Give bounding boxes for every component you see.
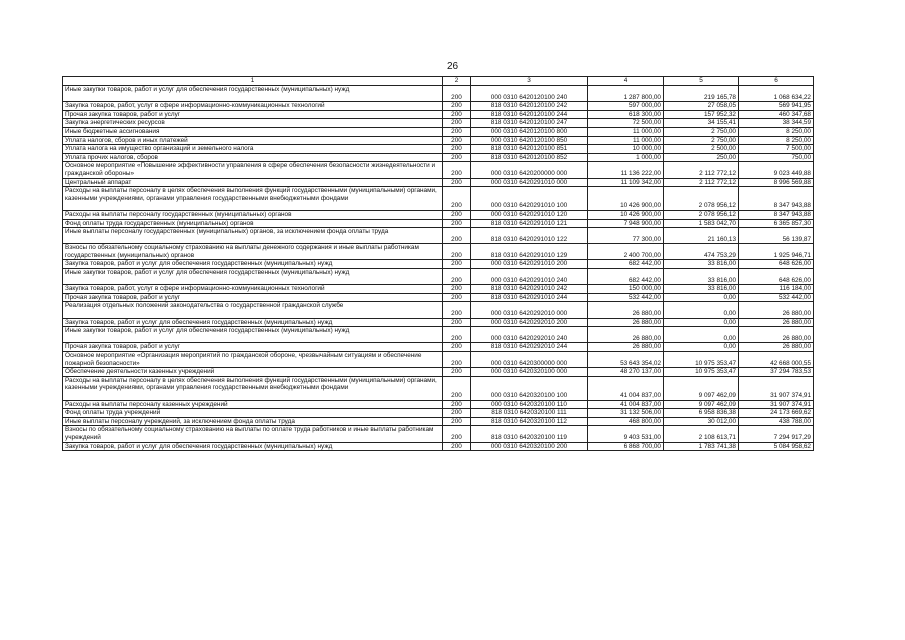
- table-row: [63, 244, 814, 260]
- row-col6-cell: 26 880,00: [739, 343, 814, 352]
- row-kbk-cell: 818 0310 6420292010 244: [471, 343, 588, 352]
- row-col4-cell: 11 000,00: [588, 136, 664, 145]
- table-row: [63, 285, 814, 294]
- row-col6-cell: 24 173 669,62: [739, 409, 814, 418]
- row-col6-cell: 56 139,87: [739, 228, 814, 244]
- table-row: [63, 102, 814, 111]
- row-col5-cell: 10 975 353,47: [664, 368, 739, 377]
- row-col4-cell: 1 000,00: [588, 153, 664, 162]
- row-code-cell: 200: [443, 228, 471, 244]
- row-name-cell: Закупка товаров, работ, услуг в сфере информационно-коммуникационных технологий: [63, 102, 443, 111]
- row-kbk-cell: 818 0310 6420120100 852: [471, 153, 588, 162]
- row-col6-cell: 8 347 943,88: [739, 187, 814, 211]
- row-col5-cell: 33 816,00: [664, 260, 739, 269]
- row-kbk-cell: 000 0310 6420292010 240: [471, 327, 588, 343]
- row-col4-cell: 532 442,00: [588, 293, 664, 302]
- row-col4-cell: 26 880,00: [588, 327, 664, 343]
- header-col-3: 3: [471, 77, 588, 86]
- row-name-cell: Закупка товаров, работ, услуг в сфере информационно-коммуникационных технологий: [63, 285, 443, 294]
- row-col4-cell: 150 000,00: [588, 285, 664, 294]
- row-col5-cell: 33 816,00: [664, 269, 739, 285]
- row-code-cell: 200: [443, 400, 471, 409]
- table-row: [63, 293, 814, 302]
- row-col4-cell: 72 500,00: [588, 119, 664, 128]
- row-col5-cell: 2 750,00: [664, 127, 739, 136]
- row-col4-cell: 10 426 900,00: [588, 210, 664, 219]
- row-col5-cell: 34 155,41: [664, 119, 739, 128]
- row-name-cell: Расходы на выплаты персоналу в целях обеспечения выполнения функций государственными (муниципальными) органами, казенными учреждениями, органами управления государственными внебюджетными фондами: [63, 187, 443, 211]
- row-code-cell: 200: [443, 318, 471, 327]
- row-code-cell: 200: [443, 86, 471, 102]
- row-col4-cell: 53 643 354,02: [588, 352, 664, 368]
- row-col6-cell: 6 365 857,30: [739, 219, 814, 228]
- row-code-cell: 200: [443, 210, 471, 219]
- row-col5-cell: 33 816,00: [664, 285, 739, 294]
- row-col5-cell: 250,00: [664, 153, 739, 162]
- row-kbk-cell: 000 0310 6420200000 000: [471, 162, 588, 178]
- row-kbk-cell: 000 0310 6420291010 240: [471, 269, 588, 285]
- row-code-cell: 200: [443, 260, 471, 269]
- row-code-cell: 200: [443, 368, 471, 377]
- row-code-cell: 200: [443, 136, 471, 145]
- row-col6-cell: 569 941,95: [739, 102, 814, 111]
- table-row: [63, 376, 814, 400]
- row-kbk-cell: 000 0310 6420320100 110: [471, 400, 588, 409]
- row-code-cell: 200: [443, 285, 471, 294]
- row-col5-cell: 1 783 741,38: [664, 442, 739, 451]
- row-name-cell: Прочая закупка товаров, работ и услуг: [63, 110, 443, 119]
- row-code-cell: 200: [443, 102, 471, 111]
- row-name-cell: Расходы на выплаты персоналу государственных (муниципальных) органов: [63, 210, 443, 219]
- row-col5-cell: 157 952,32: [664, 110, 739, 119]
- row-name-cell: Закупка товаров, работ и услуг для обеспечения государственных (муниципальных) нужд: [63, 260, 443, 269]
- row-col4-cell: 26 880,00: [588, 343, 664, 352]
- row-col5-cell: 2 112 772,12: [664, 162, 739, 178]
- row-col6-cell: 9 023 449,88: [739, 162, 814, 178]
- row-name-cell: Закупка товаров, работ и услуг для обеспечения государственных (муниципальных) нужд: [63, 318, 443, 327]
- row-col5-cell: 9 097 462,09: [664, 376, 739, 400]
- row-code-cell: 200: [443, 426, 471, 442]
- row-col4-cell: 11 136 222,00: [588, 162, 664, 178]
- row-code-cell: 200: [443, 409, 471, 418]
- row-col6-cell: 26 880,00: [739, 302, 814, 318]
- row-col5-cell: 0,00: [664, 302, 739, 318]
- table-row: [63, 136, 814, 145]
- row-col5-cell: 2 078 956,12: [664, 187, 739, 211]
- row-name-cell: Центральный аппарат: [63, 178, 443, 187]
- row-col4-cell: 682 442,00: [588, 260, 664, 269]
- row-col5-cell: 30 012,00: [664, 417, 739, 426]
- row-name-cell: Закупка энергетических ресурсов: [63, 119, 443, 128]
- table-row: [63, 442, 814, 451]
- table-row: [63, 210, 814, 219]
- row-kbk-cell: 818 0310 6420291010 129: [471, 244, 588, 260]
- row-code-cell: 200: [443, 110, 471, 119]
- row-col5-cell: 474 753,29: [664, 244, 739, 260]
- header-col-1: 1: [63, 77, 443, 86]
- table-body: [63, 86, 814, 451]
- table-row: [63, 318, 814, 327]
- row-col6-cell: 532 442,00: [739, 293, 814, 302]
- table-row: [63, 127, 814, 136]
- page-number: 26: [446, 61, 459, 72]
- table-row: [63, 178, 814, 187]
- row-kbk-cell: 000 0310 6420292010 000: [471, 302, 588, 318]
- row-name-cell: Иные выплаты персоналу государственных (муниципальных) органов, за исключением фонда оплаты труда: [63, 228, 443, 244]
- header-col-2: 2: [443, 77, 471, 86]
- header-col-4: 4: [588, 77, 664, 86]
- row-col4-cell: 11 109 342,00: [588, 178, 664, 187]
- row-name-cell: Иные закупки товаров, работ и услуг для обеспечения государственных (муниципальных) нужд: [63, 327, 443, 343]
- row-col5-cell: 2 112 772,12: [664, 178, 739, 187]
- row-code-cell: 200: [443, 153, 471, 162]
- row-col6-cell: 42 668 000,55: [739, 352, 814, 368]
- table-row: [63, 228, 814, 244]
- row-kbk-cell: 818 0310 6420120100 851: [471, 145, 588, 154]
- row-name-cell: Уплата прочих налогов, сборов: [63, 153, 443, 162]
- header-col-6: 6: [739, 77, 814, 86]
- row-name-cell: Закупка товаров, работ и услуг для обеспечения государственных (муниципальных) нужд: [63, 442, 443, 451]
- row-kbk-cell: 000 0310 6420120100 800: [471, 127, 588, 136]
- row-name-cell: Расходы на выплаты персоналу казенных учреждений: [63, 400, 443, 409]
- row-col4-cell: 7 948 900,00: [588, 219, 664, 228]
- row-code-cell: 200: [443, 187, 471, 211]
- row-col5-cell: 2 750,00: [664, 136, 739, 145]
- table-row: [63, 145, 814, 154]
- row-col6-cell: 7 294 917,29: [739, 426, 814, 442]
- table-row: [63, 187, 814, 211]
- row-col4-cell: 1 287 800,00: [588, 86, 664, 102]
- row-col5-cell: 9 097 462,09: [664, 400, 739, 409]
- row-col4-cell: 10 000,00: [588, 145, 664, 154]
- row-col6-cell: 37 294 783,53: [739, 368, 814, 377]
- row-name-cell: Взносы по обязательному социальному страхованию на выплаты по оплате труда работников и иные выплаты работникам учреждений: [63, 426, 443, 442]
- table-row: [63, 302, 814, 318]
- table-row: [63, 400, 814, 409]
- row-col4-cell: 468 800,00: [588, 417, 664, 426]
- budget-execution-table: [62, 76, 814, 451]
- row-name-cell: Фонд оплаты труда учреждений: [63, 409, 443, 418]
- row-col5-cell: 2 078 956,12: [664, 210, 739, 219]
- row-col4-cell: 618 300,00: [588, 110, 664, 119]
- row-kbk-cell: 000 0310 6420120100 240: [471, 86, 588, 102]
- row-col5-cell: 0,00: [664, 318, 739, 327]
- row-col6-cell: 8 250,00: [739, 127, 814, 136]
- row-col5-cell: 0,00: [664, 343, 739, 352]
- row-kbk-cell: 818 0310 6420320100 112: [471, 417, 588, 426]
- table-row: [63, 260, 814, 269]
- table-row: [63, 343, 814, 352]
- table-row: [63, 426, 814, 442]
- table-row: [63, 119, 814, 128]
- row-col6-cell: 8 996 569,88: [739, 178, 814, 187]
- row-kbk-cell: 818 0310 6420291010 121: [471, 219, 588, 228]
- row-code-cell: 200: [443, 352, 471, 368]
- row-kbk-cell: 000 0310 6420300000 000: [471, 352, 588, 368]
- row-code-cell: 200: [443, 417, 471, 426]
- row-col5-cell: 219 165,78: [664, 86, 739, 102]
- row-kbk-cell: 818 0310 6420291010 122: [471, 228, 588, 244]
- row-col4-cell: 26 880,00: [588, 318, 664, 327]
- row-name-cell: Взносы по обязательному социальному страхованию на выплаты денежного содержания и иные выплаты работникам государственных (муниципальных) органов: [63, 244, 443, 260]
- row-code-cell: 200: [443, 119, 471, 128]
- row-col5-cell: 2 500,00: [664, 145, 739, 154]
- header-col-5: 5: [664, 77, 739, 86]
- table-row: [63, 327, 814, 343]
- row-name-cell: Иные бюджетные ассигнования: [63, 127, 443, 136]
- row-name-cell: Прочая закупка товаров, работ и услуг: [63, 293, 443, 302]
- row-name-cell: Иные закупки товаров, работ и услуг для обеспечения государственных (муниципальных) нужд: [63, 86, 443, 102]
- row-col6-cell: 38 344,59: [739, 119, 814, 128]
- row-col5-cell: 1 583 042,70: [664, 219, 739, 228]
- row-col6-cell: 648 626,00: [739, 260, 814, 269]
- row-col5-cell: 6 958 836,38: [664, 409, 739, 418]
- row-name-cell: Иные выплаты персоналу учреждений, за исключением фонда оплаты труда: [63, 417, 443, 426]
- table-row: [63, 352, 814, 368]
- table-row: [63, 269, 814, 285]
- row-code-cell: 200: [443, 302, 471, 318]
- row-kbk-cell: 818 0310 6420120100 244: [471, 110, 588, 119]
- row-col4-cell: 682 442,00: [588, 269, 664, 285]
- row-name-cell: Основное мероприятие «Повышение эффективности управления в сфере обеспечения безопасности жизнедеятельности и гражданской обороны»: [63, 162, 443, 178]
- table-row: [63, 219, 814, 228]
- row-kbk-cell: 000 0310 6420120100 850: [471, 136, 588, 145]
- row-col6-cell: 31 907 374,91: [739, 376, 814, 400]
- row-kbk-cell: 818 0310 6420320100 119: [471, 426, 588, 442]
- row-code-cell: 200: [443, 343, 471, 352]
- row-col5-cell: 10 975 353,47: [664, 352, 739, 368]
- row-col6-cell: 116 184,00: [739, 285, 814, 294]
- row-kbk-cell: 818 0310 6420291010 242: [471, 285, 588, 294]
- row-code-cell: 200: [443, 162, 471, 178]
- row-col4-cell: 77 300,00: [588, 228, 664, 244]
- row-col4-cell: 41 004 837,00: [588, 400, 664, 409]
- row-col5-cell: 2 108 613,71: [664, 426, 739, 442]
- row-name-cell: Основное мероприятие «Организация мероприятий по гражданской обороне, чрезвычайным ситуациям и обеспечение пожарной безопасности»: [63, 352, 443, 368]
- row-col6-cell: 5 084 958,62: [739, 442, 814, 451]
- row-name-cell: Реализация отдельных положений законодательства о государственной гражданской службе: [63, 302, 443, 318]
- row-kbk-cell: 000 0310 6420291010 120: [471, 210, 588, 219]
- row-col6-cell: 26 880,00: [739, 327, 814, 343]
- row-name-cell: Расходы на выплаты персоналу в целях обеспечения выполнения функций государственными (муниципальными) органами, казенными учреждениями, органами управления государственными внебюджетными фондами: [63, 376, 443, 400]
- row-col5-cell: 21 160,13: [664, 228, 739, 244]
- row-kbk-cell: 000 0310 6420291010 200: [471, 260, 588, 269]
- row-code-cell: 200: [443, 127, 471, 136]
- row-col6-cell: 1 068 634,22: [739, 86, 814, 102]
- row-col6-cell: 26 880,00: [739, 318, 814, 327]
- row-col4-cell: 9 403 531,00: [588, 426, 664, 442]
- row-code-cell: 200: [443, 327, 471, 343]
- table-row: [63, 162, 814, 178]
- row-kbk-cell: 000 0310 6420320100 000: [471, 368, 588, 377]
- row-col6-cell: 460 347,68: [739, 110, 814, 119]
- row-col6-cell: 648 626,00: [739, 269, 814, 285]
- row-col6-cell: 31 907 374,91: [739, 400, 814, 409]
- table-row: [63, 86, 814, 102]
- row-name-cell: Уплата налога на имущество организаций и земельного налога: [63, 145, 443, 154]
- row-kbk-cell: 000 0310 6420291010 100: [471, 187, 588, 211]
- row-col6-cell: 8 347 943,88: [739, 210, 814, 219]
- row-name-cell: Иные закупки товаров, работ и услуг для обеспечения государственных (муниципальных) нужд: [63, 269, 443, 285]
- row-col6-cell: 7 500,00: [739, 145, 814, 154]
- row-code-cell: 200: [443, 269, 471, 285]
- row-code-cell: 200: [443, 178, 471, 187]
- row-kbk-cell: 000 0310 6420320100 100: [471, 376, 588, 400]
- table-row: [63, 153, 814, 162]
- row-col5-cell: 27 058,05: [664, 102, 739, 111]
- row-col4-cell: 6 868 700,00: [588, 442, 664, 451]
- row-col4-cell: 10 426 900,00: [588, 187, 664, 211]
- row-kbk-cell: 818 0310 6420120100 242: [471, 102, 588, 111]
- row-code-cell: 200: [443, 244, 471, 260]
- row-kbk-cell: 000 0310 6420291010 000: [471, 178, 588, 187]
- row-col6-cell: 8 250,00: [739, 136, 814, 145]
- row-kbk-cell: 000 0310 6420292010 200: [471, 318, 588, 327]
- row-col4-cell: 597 000,00: [588, 102, 664, 111]
- table-row: [63, 409, 814, 418]
- row-col6-cell: 1 925 946,71: [739, 244, 814, 260]
- row-col4-cell: 41 004 837,00: [588, 376, 664, 400]
- row-col4-cell: 11 000,00: [588, 127, 664, 136]
- row-code-cell: 200: [443, 442, 471, 451]
- row-col5-cell: 0,00: [664, 293, 739, 302]
- row-code-cell: 200: [443, 293, 471, 302]
- table-row: [63, 368, 814, 377]
- row-col5-cell: 0,00: [664, 327, 739, 343]
- row-col6-cell: 750,00: [739, 153, 814, 162]
- row-col4-cell: 2 400 700,00: [588, 244, 664, 260]
- row-col6-cell: 438 788,00: [739, 417, 814, 426]
- row-name-cell: Фонд оплаты труда государственных (муниципальных) органов: [63, 219, 443, 228]
- row-col4-cell: 31 132 506,00: [588, 409, 664, 418]
- header-row: [63, 77, 814, 86]
- row-kbk-cell: 818 0310 6420320100 111: [471, 409, 588, 418]
- row-kbk-cell: 000 0310 6420320100 200: [471, 442, 588, 451]
- table-row: [63, 417, 814, 426]
- row-code-cell: 200: [443, 145, 471, 154]
- row-name-cell: Обеспечение деятельности казенных учреждений: [63, 368, 443, 377]
- row-name-cell: Прочая закупка товаров, работ и услуг: [63, 343, 443, 352]
- row-kbk-cell: 818 0310 6420120100 247: [471, 119, 588, 128]
- row-code-cell: 200: [443, 376, 471, 400]
- row-col4-cell: 48 270 137,00: [588, 368, 664, 377]
- row-code-cell: 200: [443, 219, 471, 228]
- row-col4-cell: 26 880,00: [588, 302, 664, 318]
- row-kbk-cell: 818 0310 6420291010 244: [471, 293, 588, 302]
- row-name-cell: Уплата налогов, сборов и иных платежей: [63, 136, 443, 145]
- table-row: [63, 110, 814, 119]
